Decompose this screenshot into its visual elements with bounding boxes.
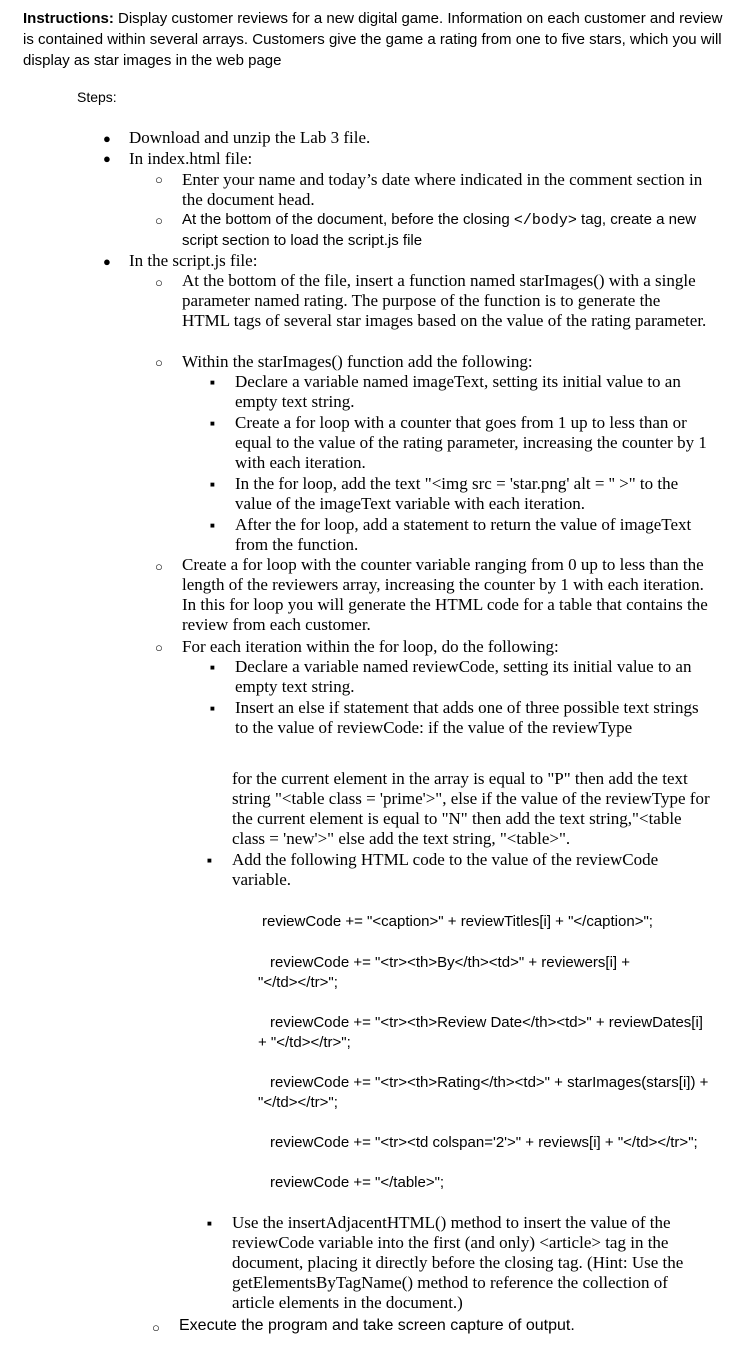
step-declare-reviewcode: Declare a variable named reviewCode, setting its initial value to an empty text string. [235, 657, 692, 696]
step-index-script [182, 210, 717, 251]
bullet-circle-icon: ○ [155, 355, 163, 370]
index-script-post: tag, create a new script section to load the script.js file [182, 211, 697, 249]
bullet-circle-icon: ○ [152, 1320, 160, 1335]
step-index-file: In index.html file: [129, 149, 253, 168]
bullet-disc-icon: ● [103, 254, 111, 269]
body-close-tag: </body> [513, 212, 577, 229]
bullet-square-icon: ■ [210, 378, 215, 387]
code-rating-line-1: reviewCode += "<tr><th>Rating</th><td>" + starImages(stars[i]) + [270, 1074, 709, 1091]
instructions-text: Display customer reviews for a new digital game. Information on each customer and review is contained within several arrays. Customers give the game a rating from one to five stars, which you will display as star images in the web page [23, 10, 723, 69]
bullet-disc-icon: ● [103, 131, 111, 146]
index-script-pre: At the bottom of the document, before the closing [182, 211, 514, 228]
step-declare-imagetext: Declare a variable named imageText, setting its initial value to an empty text string. [235, 372, 681, 411]
code-by-line-1: reviewCode += "<tr><th>By</th><td>" + reviewers[i] + [270, 954, 631, 971]
step-for-loop-reviewers: Create a for loop with the counter variable ranging from 0 up to less than the length of the reviewers array, increasing the counter by 1 with each iteration. In this for loop you will generate the HTML code for a table that contains the review from each customer. [182, 555, 708, 634]
step-star-function: At the bottom of the file, insert a function named starImages() with a single parameter named rating. The purpose of the function is to generate the HTML tags of several star images based on the value of the rating parameter. [182, 271, 707, 330]
instructions-label: Instructions: [23, 10, 114, 27]
bullet-square-icon: ■ [210, 704, 215, 713]
step-return-imagetext: After the for loop, add a statement to return the value of imageText from the function. [235, 515, 692, 554]
step-insert-adjacent-html: Use the insertAdjacentHTML() method to insert the value of the reviewCode variable into the first (and only) <article> tag in the document, placing it directly before the closing tag. (Hint: Use the getElementsByTagName() method to reference the collection of article elements in the document.) [232, 1213, 684, 1312]
step-script-file: In the script.js file: [129, 251, 258, 270]
bullet-circle-icon: ○ [155, 172, 163, 187]
bullet-circle-icon: ○ [155, 640, 163, 655]
code-by-line-2: "</td></tr>"; [258, 974, 338, 991]
bullet-disc-icon: ● [103, 151, 111, 166]
step-each-iteration: For each iteration within the for loop, do the following: [182, 637, 559, 656]
bullet-circle-icon: ○ [155, 213, 163, 228]
step-add-html: Add the following HTML code to the value of the reviewCode variable. [232, 850, 659, 889]
bullet-circle-icon: ○ [155, 275, 163, 290]
step-for-loop-rating: Create a for loop with a counter that goes from 1 up to less than or equal to the value of the rating parameter, increasing the counter by 1 with each iteration. [235, 413, 707, 472]
code-rating-line-2: "</td></tr>"; [258, 1094, 338, 1111]
step-within-function: Within the starImages() function add the following: [182, 352, 533, 371]
instructions-paragraph [23, 8, 733, 71]
code-review-line: reviewCode += "<tr><td colspan='2'>" + reviews[i] + "</td></tr>"; [270, 1134, 698, 1151]
bullet-square-icon: ■ [210, 480, 215, 489]
step-else-if-part-b: for the current element in the array is equal to "P" then add the text string "<table class = 'prime'>", else if the value of the reviewType for the current element is equal to "N" then add the text string,"<table class = 'new'>" else add the text string, "<table>". [232, 769, 710, 848]
code-close-line: reviewCode += "</table>"; [270, 1174, 445, 1191]
bullet-square-icon: ■ [207, 1219, 212, 1228]
bullet-square-icon: ■ [210, 521, 215, 530]
step-index-name: Enter your name and today’s date where indicated in the comment section in the document head. [182, 170, 703, 209]
code-date-line-1: reviewCode += "<tr><th>Review Date</th><td>" + reviewDates[i] [270, 1014, 703, 1031]
step-add-img: In the for loop, add the text "<img src = 'star.png' alt = '' >" to the value of the imageText variable with each iteration. [235, 474, 679, 513]
bullet-square-icon: ■ [210, 419, 215, 428]
step-else-if-part-a: Insert an else if statement that adds one of three possible text strings to the value of reviewCode: if the value of the reviewType [235, 698, 699, 737]
step-download: Download and unzip the Lab 3 file. [129, 128, 371, 147]
steps-label: Steps: [77, 89, 117, 105]
code-date-line-2: + "</td></tr>"; [258, 1034, 351, 1051]
bullet-circle-icon: ○ [155, 559, 163, 574]
bullet-square-icon: ■ [210, 663, 215, 672]
bullet-square-icon: ■ [207, 856, 212, 865]
step-execute: Execute the program and take screen capture of output. [179, 1317, 575, 1334]
code-caption-line: reviewCode += "<caption>" + reviewTitles[i] + "</caption>"; [262, 913, 653, 930]
